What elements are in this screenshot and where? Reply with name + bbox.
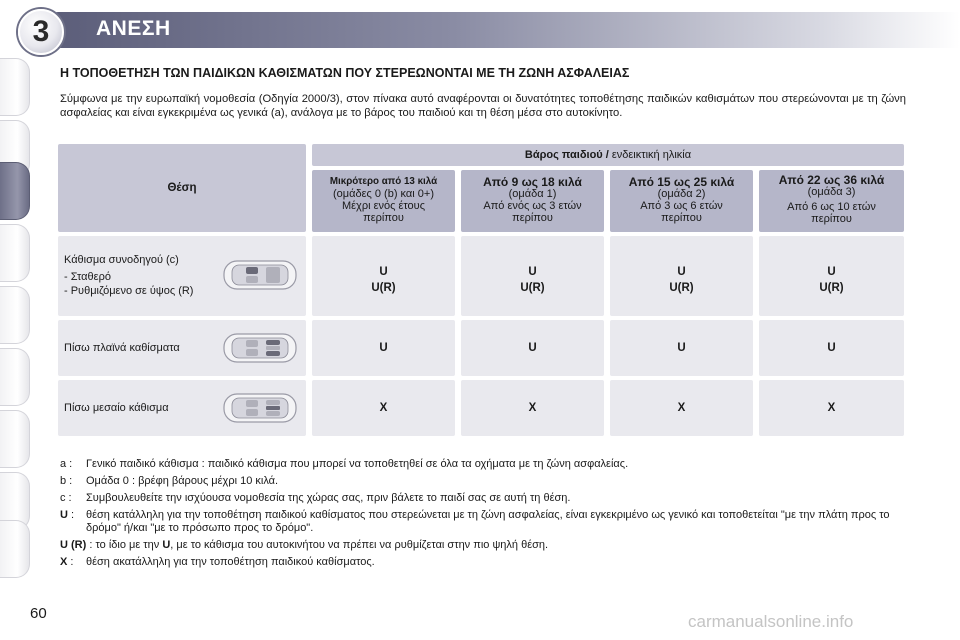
seat-value: U — [379, 266, 388, 278]
group-line: Από 6 ως 10 ετών — [787, 201, 876, 213]
seat-value: U — [528, 342, 537, 354]
note-ur — [60, 539, 906, 552]
weight-header-bold: Βάρος παιδιού / — [524, 149, 609, 161]
note-x — [60, 556, 906, 569]
seat-value: U(R) — [669, 282, 694, 294]
note-c — [60, 492, 906, 505]
note-text: : το ίδιο με την — [86, 539, 163, 551]
group-line: (ομάδα 1) — [508, 188, 557, 200]
seat-value: U — [677, 342, 686, 354]
weight-header-cell — [312, 144, 904, 166]
cell-rear-side-group-0 — [312, 320, 455, 376]
group-header-1 — [461, 170, 604, 232]
seat-value: X — [677, 402, 686, 414]
group-line: περίπου — [512, 212, 553, 224]
note-key: X — [60, 556, 68, 568]
note-key: U (R) — [60, 539, 87, 551]
note-colon: : — [67, 556, 74, 568]
note-text: Γενικό παιδικό κάθισμα : παιδικό κάθισμα που μπορεί να τοποθετηθεί σε όλα τα οχήματα με τη ζώνη ασφαλείας. — [86, 458, 629, 470]
note-text: θέση ακατάλληλη για την τοποθέτηση παιδικού καθίσματος. — [86, 556, 375, 568]
note-text: , με το κάθισμα του αυτοκινήτου να πρέπει να ρυθμίζεται στην πιο ψηλή θέση. — [170, 539, 549, 551]
group-line: (ομάδα 3) — [807, 186, 856, 198]
section-title: Η ΤΟΠΟΘΕΤΗΣΗ ΤΩΝ ΠΑΙΔΙΚΩΝ ΚΑΘΙΣΜΑΤΩΝ ΠΟΥ ΣΤΕΡΕΩΝΟΝΤΑΙ ΜΕ ΤΗ ΖΩΝΗ ΑΣΦΑΛΕΙΑΣ — [60, 66, 630, 80]
note-text: Συμβουλευθείτε την ισχύουσα νομοθεσία της χώρας σας, πριν βάλετε το παιδί σας σε αυτή τη θέση. — [86, 492, 571, 504]
chapter-tab-4[interactable] — [0, 224, 30, 282]
row-rear-middle-label-cell — [58, 380, 306, 436]
cell-front-group-1 — [461, 236, 604, 316]
seat-value: U — [379, 342, 388, 354]
group-line: Από ενός ως 3 ετών — [483, 200, 582, 212]
group-header-3 — [759, 170, 904, 232]
intro-paragraph: Σύμφωνα με την ευρωπαϊκή νομοθεσία (Οδηγία 2000/3), στον πίνακα αυτό αναφέρονται οι δυνατότητες τοποθέτησης παιδικών καθισμάτων που στερεώνονται με τη ζώνη ασφαλείας και είναι εγκεκριμένα ως γενικά (a), ανάλογα με το βάρος του παιδιού και τη θέση μέσα στο αυτοκίνητο. — [60, 93, 906, 119]
row-front-passenger-label-cell — [58, 236, 306, 316]
chapter-tab-7[interactable] — [0, 410, 30, 468]
seat-value: U(R) — [520, 282, 545, 294]
chapter-tab-1[interactable] — [0, 58, 30, 116]
note-text: Ομάδα 0 : βρέφη βάρους μέχρι 10 κιλά. — [86, 475, 279, 487]
weight-header-rest: ενδεικτική ηλικία — [608, 149, 692, 161]
seat-value: U(R) — [371, 282, 396, 294]
seat-value: X — [528, 402, 537, 414]
note-key: c : — [60, 492, 72, 504]
car-rear-middle-seat-icon — [222, 391, 298, 425]
seat-value: X — [827, 402, 836, 414]
chapter-header-bar — [40, 12, 960, 48]
watermark: carmanualsonline.info — [688, 612, 854, 631]
cell-front-group-0 — [312, 236, 455, 316]
group-title: Από 15 ως 25 κιλά — [628, 175, 735, 189]
cell-rear-middle-group-3 — [759, 380, 904, 436]
car-rear-side-seats-icon — [222, 331, 298, 365]
chapter-tab-9[interactable] — [0, 520, 30, 578]
cell-rear-middle-group-0 — [312, 380, 455, 436]
group-line: (ομάδες 0 (b) και 0+) — [333, 188, 434, 200]
row-label: Κάθισμα συνοδηγού (c) — [64, 254, 179, 266]
position-header: Θέση — [167, 182, 197, 194]
group-header-0 — [312, 170, 455, 232]
row-sublabel: - Ρυθμιζόμενο σε ύψος (R) — [64, 285, 194, 297]
seat-value: U — [827, 266, 836, 278]
note-key: a : — [60, 458, 73, 470]
group-line: περίπου — [363, 212, 404, 224]
seat-value: U — [827, 342, 836, 354]
chapter-number-badge — [18, 9, 64, 55]
note-text-bold: U — [162, 539, 171, 551]
weight-header — [312, 149, 904, 161]
cell-rear-side-group-3 — [759, 320, 904, 376]
group-title: Από 22 ως 36 κιλά — [778, 173, 885, 187]
group-line: Από 3 ως 6 ετών — [640, 200, 723, 212]
note-b — [60, 475, 906, 488]
cell-rear-middle-group-1 — [461, 380, 604, 436]
chapter-tab-3-active[interactable] — [0, 162, 30, 220]
position-header-cell — [58, 144, 306, 232]
row-label: Πίσω πλαϊνά καθίσματα — [64, 342, 180, 354]
note-colon: : — [67, 509, 75, 521]
cell-front-group-2 — [610, 236, 753, 316]
legend-notes — [60, 458, 906, 573]
chapter-number: 3 — [32, 15, 50, 48]
group-line: περίπου — [661, 212, 702, 224]
cell-front-group-3 — [759, 236, 904, 316]
note-a — [60, 458, 906, 471]
note-key: U — [60, 509, 68, 521]
seat-value: U — [677, 266, 686, 278]
group-title: Από 9 ως 18 κιλά — [483, 175, 582, 189]
cell-rear-side-group-1 — [461, 320, 604, 376]
note-key: b : — [60, 475, 73, 487]
row-sublabel: - Σταθερό — [64, 271, 111, 283]
chapter-tab-6[interactable] — [0, 348, 30, 406]
note-text: θέση κατάλληλη για την τοποθέτηση παιδικού καθίσματος που στερεώνεται με τη ζώνη ασφαλείας, είναι εγκεκριμένο ως γενικό και τοποθετείται "με την πλάτη προς το δρόμο" ή/και "με το πρόσωπο προς το δρόμο". — [86, 509, 890, 534]
row-rear-side-label-cell — [58, 320, 306, 376]
group-line: (ομάδα 2) — [657, 188, 706, 200]
group-header-2 — [610, 170, 753, 232]
car-front-seat-icon — [222, 258, 298, 292]
seat-value: U — [528, 266, 537, 278]
chapter-tab-strip — [0, 58, 34, 578]
row-label: Πίσω μεσαίο κάθισμα — [64, 402, 169, 414]
group-title: Μικρότερο από 13 κιλά — [329, 176, 438, 187]
cell-rear-middle-group-2 — [610, 380, 753, 436]
seat-value: U(R) — [819, 282, 844, 294]
page-number: 60 — [30, 605, 47, 622]
note-u — [60, 509, 906, 535]
chapter-title: ΑΝΕΣΗ — [96, 17, 171, 40]
seat-value: X — [379, 402, 388, 414]
cell-rear-side-group-2 — [610, 320, 753, 376]
chapter-tab-5[interactable] — [0, 286, 30, 344]
group-line: περίπου — [811, 213, 852, 225]
group-line: Μέχρι ενός έτους — [341, 200, 425, 212]
